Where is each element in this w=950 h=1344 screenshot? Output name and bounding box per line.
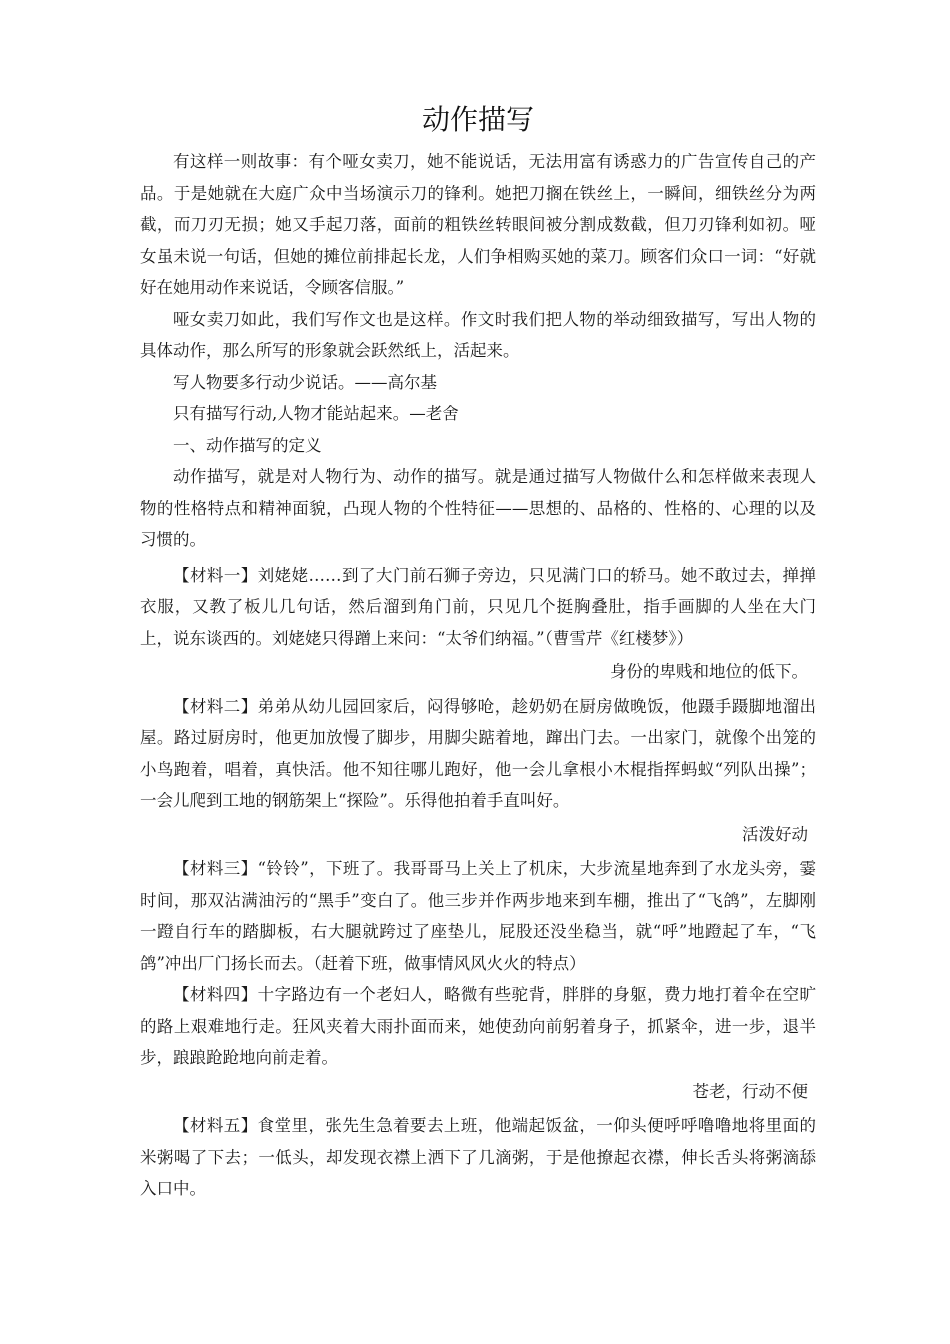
material-1-note: 身份的卑贱和地位的低下。: [610, 662, 808, 681]
material-3-text: 【材料三】“铃铃”，下班了。我哥哥马上关上了机床，大步流星地奔到了水龙头旁，霎时间，那双沾满油污的“黑手”变白了。他三步并作两步地来到车棚，推出了“飞鸽”，左脚刚一蹬自行车的踏脚板，右大腿就跨过了座垫儿，屁股还没坐稳当，就“呼”地蹬起了车，“飞鸽”冲出厂门扬长而去。（赶着下班，做事情风风火火的特点）: [140, 859, 816, 973]
intro-conclusion-paragraph: 哑女卖刀如此，我们写作文也是这样。作文时我们把人物的举动细致描写，写出人物的具体动作，那么所写的形象就会跃然纸上，活起来。: [140, 309, 816, 360]
intro-story-paragraph: 有这样一则故事：有个哑女卖刀，她不能说话，无法用富有诱惑力的广告宣传自己的产品。于是她就在大庭广众中当场演示刀的锋利。她把刀搁在铁丝上，一瞬间，细铁丝分为两截，而刀刃无损；她又手起刀落，面前的粗铁丝转眼间被分割成数截，但刀刃锋利如初。哑女虽未说一句话，但她的摊位前排起长龙，人们争相购买她的菜刀。顾客们众口一词：“好就好在她用动作来说话，令顾客信服。”: [140, 152, 816, 297]
material-2-note: 活泼好动: [742, 824, 808, 844]
material-2-text: 【材料二】弟弟从幼儿园回家后，闷得够呛，趁奶奶在厨房做晚饭，他蹑手蹑脚地溜出屋。路过厨房时，他更加放慢了脚步，用脚尖踮着地，蹿出门去。一出家门，就像个出笼的小鸟跑着，唱着，真快活。他不知往哪儿跑好，他一会儿拿根小木棍指挥蚂蚁“列队出操”；一会儿爬到工地的钢筋架上“探险”。乐得他拍着手直叫好。: [140, 696, 816, 810]
material-1-text: 【材料一】刘姥姥……到了大门前石狮子旁边，只见满门口的轿马。她不敢过去，掸掸衣服，又教了板儿几句话，然后溜到角门前，只见几个挺胸叠肚，指手画脚的人坐在大门上，说东谈西的。刘姥姥只得蹭上来问：“太爷们纳福。”（曹雪芹《红楼梦》）: [140, 565, 816, 648]
definition-paragraph: 动作描写，就是对人物行为、动作的描写。就是通过描写人物做什么和怎样做来表现人物的性格特点和精神面貌，凸现人物的个性特征——思想的、品格的、性格的、心理的以及习惯的。: [140, 467, 816, 549]
section-heading-definition: 一、动作描写的定义: [173, 435, 322, 455]
quote-gorky: 写人物要多行动少说话。——高尔基: [173, 372, 437, 392]
document-title: 动作描写: [421, 103, 534, 136]
material-4-note: 苍老，行动不便: [692, 1081, 808, 1101]
quote-laoshe: 只有描写行动,人物才能站起来。—老舍: [173, 404, 459, 423]
document-page: [140, 100, 816, 1205]
material-5-text: 【材料五】食堂里，张先生急着要去上班，他端起饭盆，一仰头便呼呼噜噜地将里面的米粥喝了下去；一低头，却发现衣襟上洒下了几滴粥，于是他撩起衣襟，伸长舌头将粥滴舔入口中。: [140, 1116, 816, 1198]
material-4-text: 【材料四】十字路边有一个老妇人，略微有些驼背，胖胖的身躯，费力地打着伞在空旷的路上艰难地行走。狂风夹着大雨扑面而来，她使劲向前躬着身子，抓紧伞，进一步，退半步，踉踉跄跄地向前走着。: [140, 985, 816, 1067]
